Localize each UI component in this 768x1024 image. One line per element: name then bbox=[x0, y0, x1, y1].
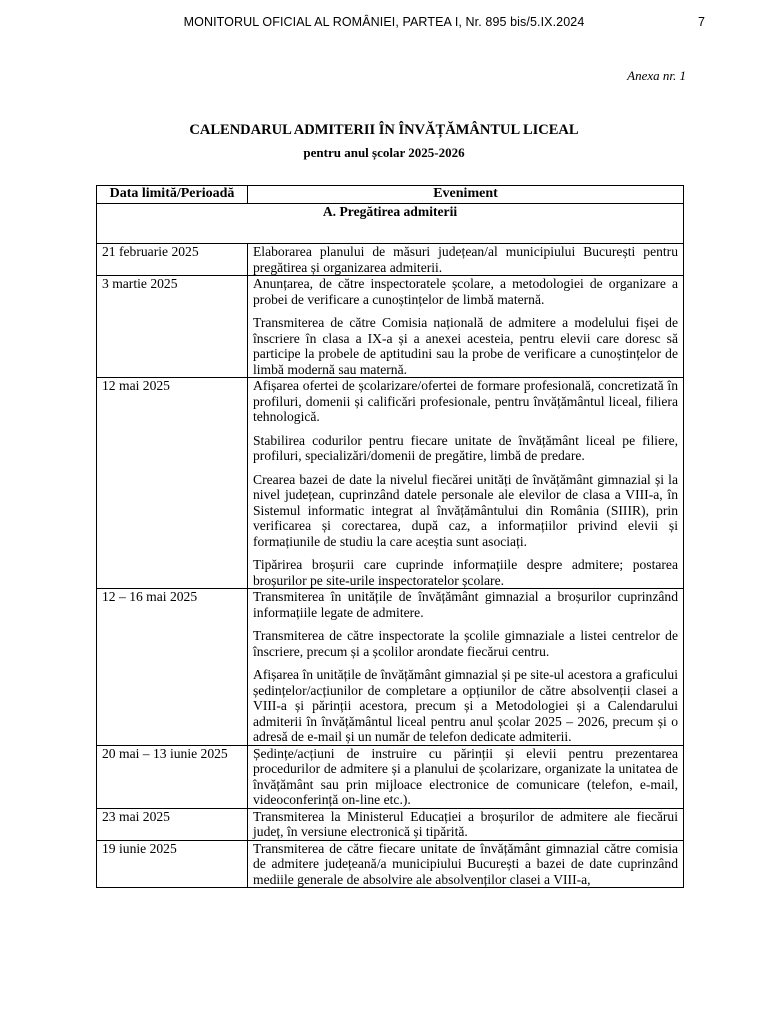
row-events bbox=[248, 244, 684, 276]
row-events bbox=[248, 808, 684, 840]
row-events bbox=[248, 378, 684, 589]
page-header bbox=[0, 15, 768, 35]
document-subtitle: pentru anul școlar 2025-2026 bbox=[303, 145, 465, 160]
section-row bbox=[97, 204, 684, 244]
event-paragraph: Transmiterea de către Comisia națională de admitere a modelului fișei de înscriere în clasa a IX-a și a anexei acesteia, pentru elevii care doresc să participe la probele de aptitudini sau la probe de verificare a cunoștințelor de limbă modernă sau maternă. bbox=[253, 315, 678, 377]
admission-calendar-table bbox=[96, 185, 684, 888]
event-paragraph: Transmiterea de către fiecare unitate de învățământ gimnazial către comisia de admitere județeană/a municipiului București a bazei de date cuprinzând mediile generale de absolvire ale absolvenților clasei a VIII-a, bbox=[253, 840, 678, 887]
event-paragraph: Transmiterea la Ministerul Educației a broșurilor de admitere ale fiecărui județ, în versiune electronică și tipărită. bbox=[253, 808, 678, 839]
row-date: 23 mai 2025 bbox=[97, 808, 248, 840]
event-paragraph: Ședințe/acțiuni de instruire cu părinții și elevii pentru prezentarea procedurilor de admitere și a planului de școlarizare, organizate la unitatea de învățământ sau prin mijloace electronice de comunicare (telefon, e-mail, videoconferință on-line etc.). bbox=[253, 745, 678, 807]
table-row bbox=[97, 745, 684, 808]
row-date: 12 – 16 mai 2025 bbox=[97, 589, 248, 746]
publication-title: MONITORUL OFICIAL AL ROMÂNIEI, PARTEA I, Nr. 895 bis/5.IX.2024 bbox=[183, 15, 585, 29]
column-header-date: Data limită/Perioadă bbox=[97, 186, 248, 204]
column-header-event: Eveniment bbox=[248, 186, 684, 204]
event-paragraph: Anunțarea, de către inspectoratele școlare, a metodologiei de organizare a probei de verificare a cunoștințelor de limbă maternă. bbox=[253, 276, 678, 307]
event-paragraph: Tipărirea broșurii care cuprinde informațiile despre admitere; postarea broșurilor pe site-urile inspectoratelor școlare. bbox=[253, 557, 678, 588]
event-paragraph: Crearea bazei de date la nivelul fiecărei unități de învățământ gimnazial și la nivel județean, cuprinzând datele personale ale elevilor de clasa a VIII-a, în Sistemul informatic integrat al învățământului din România (SIIIR), prin verificarea și corectarea, după caz, a informațiilor privind elevii și formațiunile de studiu la care aceștia sunt asociați. bbox=[253, 471, 678, 549]
row-date: 12 mai 2025 bbox=[97, 378, 248, 589]
document-title: CALENDARUL ADMITERII ÎN ÎNVĂȚĂMÂNTUL LICEAL bbox=[189, 122, 579, 138]
section-title: A. Pregătirea admiterii bbox=[97, 204, 684, 244]
event-paragraph: Afișarea în unitățile de învățământ gimnazial și pe site-ul acestora a graficului ședințelor/acțiunilor de completare a opțiunilor de către absolvenții clasei a VIII-a și părinții acestora, precum și a Metodologiei și a Calendarului admiterii în învățământul liceal pentru anul școlar 2025 – 2026, precum și o adresă de e-mail și un număr de telefon dedicate admiterii. bbox=[253, 667, 678, 744]
row-events bbox=[248, 276, 684, 378]
event-paragraph: Stabilirea codurilor pentru fiecare unitate de învățământ liceal pe filiere, profiluri, specializări/domenii de pregătire, limbă de predare. bbox=[253, 432, 678, 463]
table-header-row bbox=[97, 186, 684, 204]
event-paragraph: Transmiterea de către inspectorate la școlile gimnaziale a listei centrelor de înscriere, precum și a școlilor arondate fiecărui centru. bbox=[253, 628, 678, 659]
annex-label: Anexa nr. 1 bbox=[627, 68, 686, 83]
table-row bbox=[97, 840, 684, 888]
event-paragraph: Afișarea ofertei de școlarizare/ofertei de formare profesională, concretizată în profiluri, domenii și calificări profesionale, pentru învățământul liceal, filiera tehnologică. bbox=[253, 378, 678, 424]
row-events bbox=[248, 589, 684, 746]
table-row bbox=[97, 808, 684, 840]
row-date: 21 februarie 2025 bbox=[97, 244, 248, 276]
table-row bbox=[97, 276, 684, 378]
row-date: 19 iunie 2025 bbox=[97, 840, 248, 888]
event-paragraph: Transmiterea în unitățile de învățământ gimnazial a broșurilor cuprinzând informațiile legate de admitere. bbox=[253, 589, 678, 620]
table-row bbox=[97, 244, 684, 276]
page-number: 7 bbox=[698, 15, 705, 29]
row-date: 3 martie 2025 bbox=[97, 276, 248, 378]
row-events bbox=[248, 745, 684, 808]
row-events bbox=[248, 840, 684, 888]
row-date: 20 mai – 13 iunie 2025 bbox=[97, 745, 248, 808]
table-row bbox=[97, 589, 684, 746]
event-paragraph: Elaborarea planului de măsuri județean/al municipiului București pentru pregătirea și organizarea admiterii. bbox=[253, 244, 678, 275]
table-row bbox=[97, 378, 684, 589]
